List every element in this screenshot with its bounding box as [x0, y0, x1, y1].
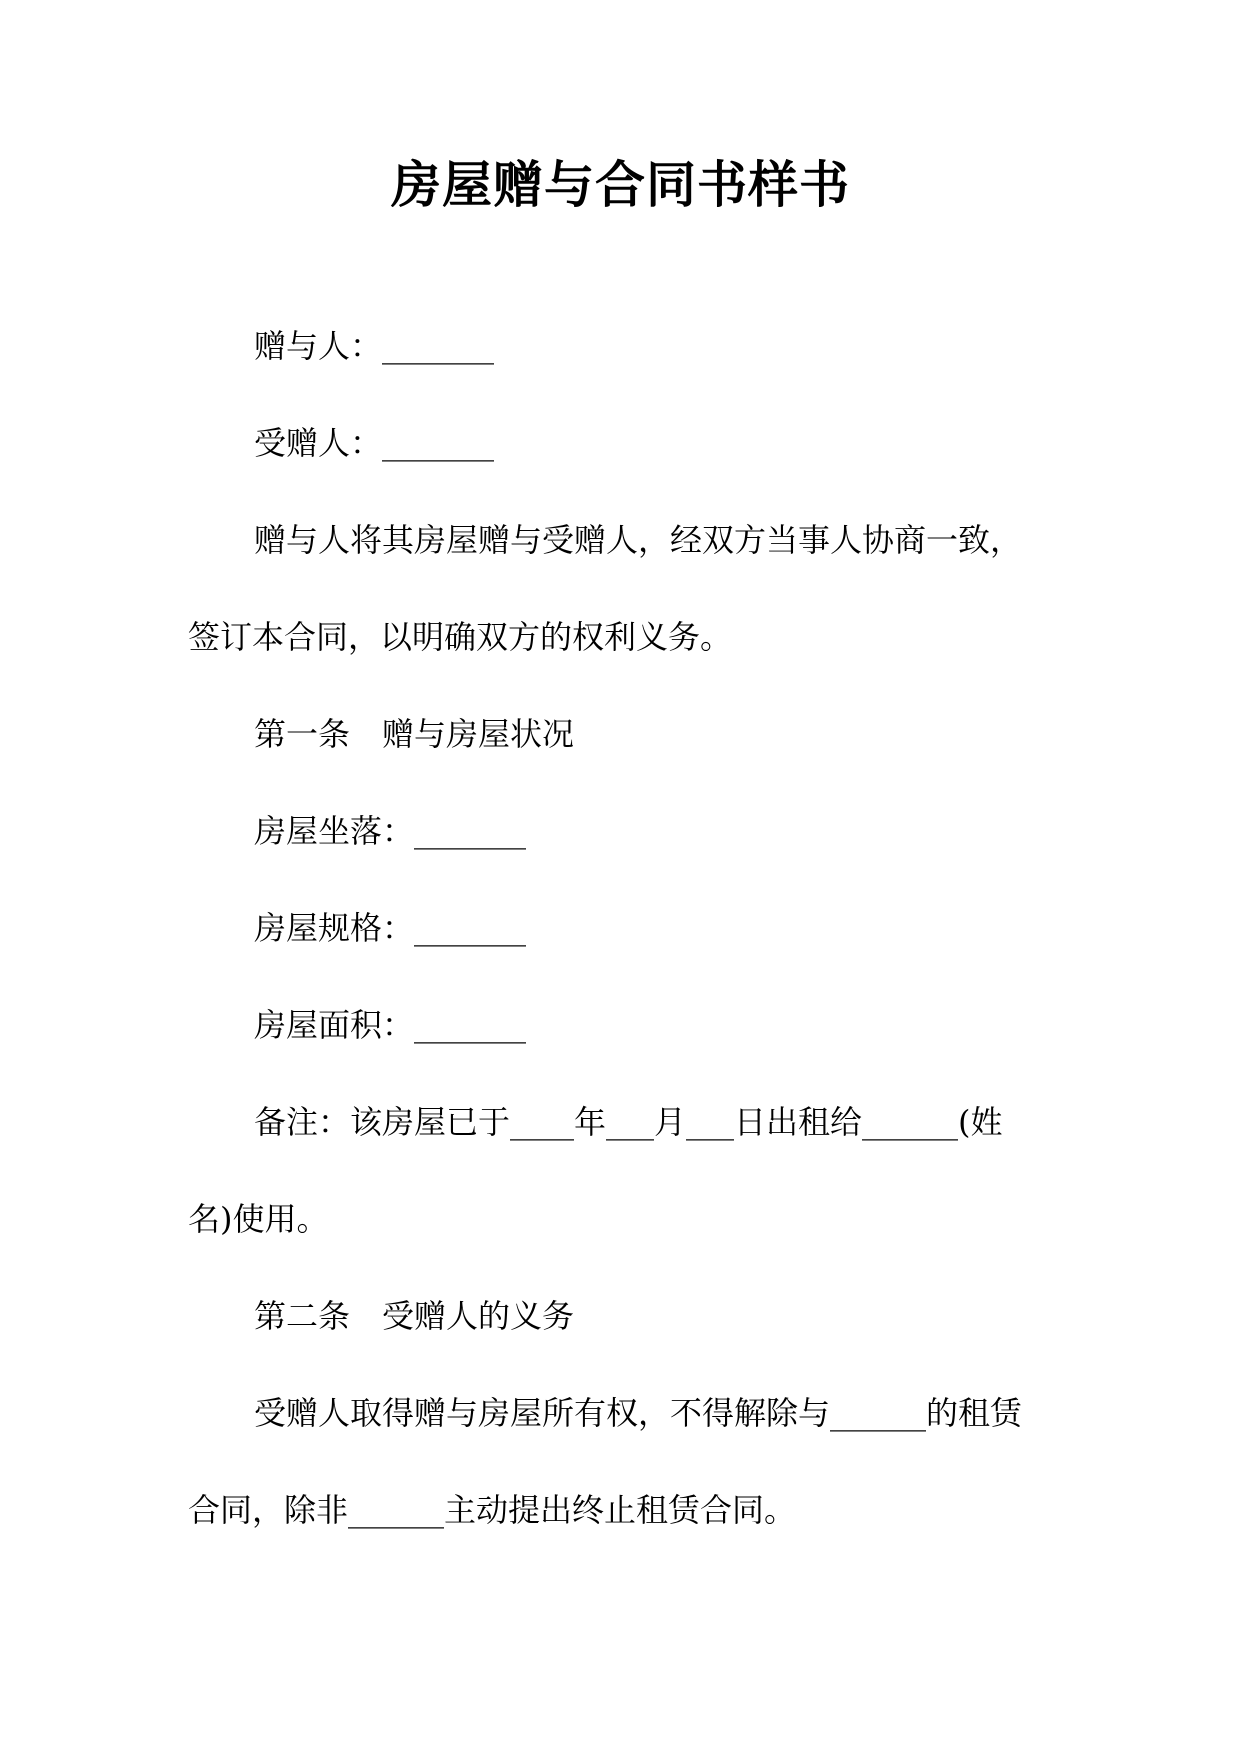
donee-obligation-paragraph: 受赠人取得赠与房屋所有权，不得解除与______的租赁合同，除非______主动提出终止租赁合同。: [188, 1394, 1023, 1529]
donee-line: 受赠人：_______: [254, 424, 495, 462]
document-body: [188, 298, 1038, 1559]
donor-line: 赠与人：_______: [254, 327, 495, 365]
house-spec-line: 房屋规格：_______: [254, 909, 527, 947]
house-area-line: 房屋面积：_______: [254, 1006, 527, 1044]
intro-paragraph: 赠与人将其房屋赠与受赠人，经双方当事人协商一致，签订本合同，以明确双方的权利义务。: [188, 521, 1023, 656]
article-2-heading: 第二条 受赠人的义务: [254, 1297, 575, 1335]
article-1-heading: 第一条 赠与房屋状况: [254, 715, 575, 753]
document-title: 房屋赠与合同书样书: [391, 156, 850, 214]
remarks-paragraph: 备注：该房屋已于____年___月___日出租给______(姓名)使用。: [188, 1103, 1003, 1238]
house-location-line: 房屋坐落：_______: [254, 812, 527, 850]
